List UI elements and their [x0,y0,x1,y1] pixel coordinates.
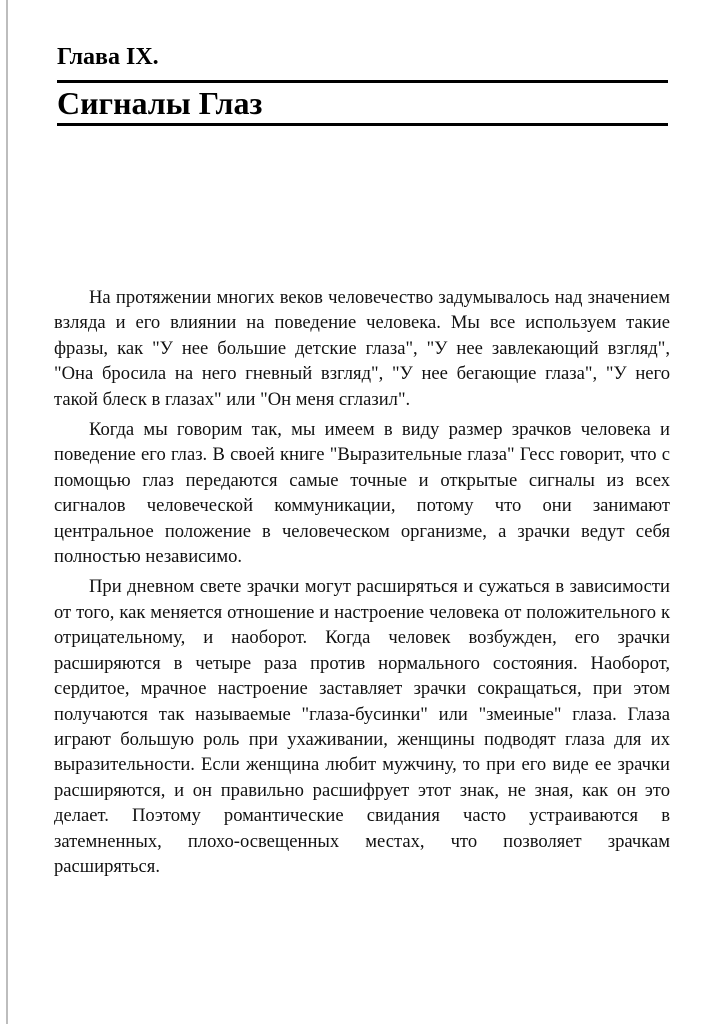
title-rule-bottom [57,123,668,126]
body-text [54,285,670,884]
paragraph-3: При дневном свете зрачки могут расширяться и сужаться в зависимости от того, как меняется отношение и настроение человека от положительного к отрицательному, и наоборот. Когда человек возбужден, его зрачки расширяются в четыре раза против нормального состояния. Наоборот, сердитое, мрачное настроение заставляет зрачки сокращаться, при этом получаются так называемые "глаза-бусинки" или "змеиные" глаза. Глаза играют большую роль при ухаживании, женщины подводят глаза для их выразительности. Если женщина любит мужчину, то при его виде ее зрачки расширяются, и он правильно расшифрует этот знак, не зная, как он это делает. Поэтому романтические свидания часто устраиваются в затемненных, плохо-освещенных местах, что позволяет зрачкам расширяться. [54,576,670,877]
chapter-label: Глава IX. [57,44,159,70]
title-rule-top [57,80,668,83]
chapter-title: Сигналы Глаз [57,85,263,121]
paragraph-2: Когда мы говорим так, мы имеем в виду размер зрачков человека и поведение его глаз. В своей книге "Выразительные глаза" Гесс говорит, что с помощью глаз передаются самые точные и открытые сигналы из всех сигналов человеческой коммуникации, потому что они занимают центральное положение в человеческом организме, а зрачки ведут себя полностью независимо. [54,419,670,568]
paragraph-1: На протяжении многих веков человечество задумывалось над значением взляда и его влиянии на поведение человека. Мы все используем такие фразы, как "У нее большие детские глаза", "У нее завлекающий взгляд", "Она бросила на него гневный взгляд", "У нее бегающие глаза", "У него такой блеск в глазах" или "Он меня сглазил". [54,287,670,410]
page-left-edge [6,0,8,1024]
